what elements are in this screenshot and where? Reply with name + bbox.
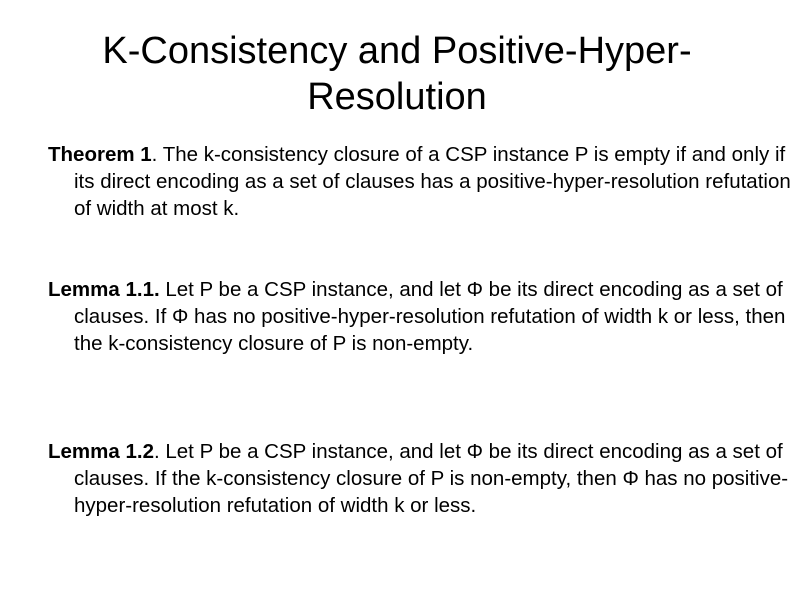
lemma-1-1-text: Let P be a CSP instance, and let Φ be its direct encoding as a set of clauses. If Φ has no positive-hyper-resolution refutation of width k or less, then the k-consistency closure of P is non-empty. bbox=[74, 278, 786, 355]
lemma-1-1-label: Lemma 1.1. bbox=[48, 278, 160, 301]
theorem-block bbox=[48, 141, 794, 222]
lemma-1-1-block bbox=[48, 276, 794, 357]
theorem-label: Theorem 1 bbox=[48, 143, 152, 166]
lemma-1-2-block bbox=[48, 438, 794, 519]
slide-title-line1: K-Consistency and Positive-Hyper- bbox=[102, 30, 692, 72]
lemma-1-2-label: Lemma 1.2 bbox=[48, 440, 154, 463]
theorem-text: . The k-consistency closure of a CSP instance P is empty if and only if its direct encoding as a set of clauses has a positive-hyper-resolution refutation of width at most k. bbox=[74, 143, 791, 220]
lemma-1-2-text: . Let P be a CSP instance, and let Φ be its direct encoding as a set of clauses. If the k-consistency closure of P is non-empty, then Φ has no positive-hyper-resolution refutation of width k or less. bbox=[74, 440, 789, 517]
slide-title bbox=[40, 28, 754, 120]
slide-title-line2: Resolution bbox=[307, 76, 487, 118]
